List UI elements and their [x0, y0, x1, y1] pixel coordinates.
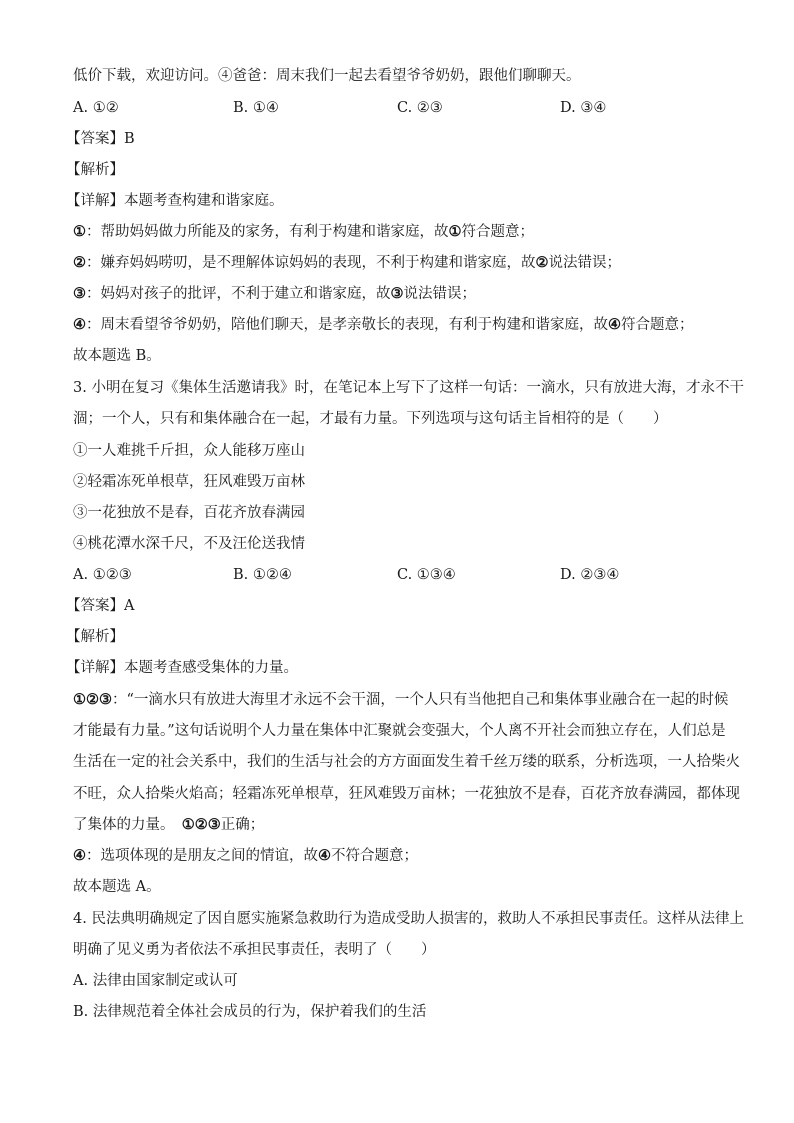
q3-item-1: ①一人难挑千斤担，众人能移万座山: [73, 443, 305, 459]
q3-point-4: [73, 846, 418, 866]
point-mark: ②: [535, 254, 549, 271]
point-text: 符合题意；: [621, 317, 694, 333]
q2-point-3: [73, 284, 476, 304]
q4-option-a: A. 法律由国家制定或认可: [73, 973, 238, 989]
point-text: ：嫌弃妈妈唠叨，是不理解体谅妈妈的表现，不利于构建和谐家庭，故: [86, 255, 536, 271]
point-text: ：帮助妈妈做力所能及的家务，有利于构建和谐家庭，故: [86, 224, 449, 240]
detail-label: 【详解】: [66, 660, 124, 676]
point-mark: ③: [73, 285, 86, 302]
point-mark: ④: [73, 847, 86, 864]
q2-analysis-label: 【解析】: [66, 162, 124, 178]
q3-item-4: ④桃花潭水深千尺，不及汪伦送我情: [73, 536, 305, 552]
point-mark: ③: [390, 285, 404, 302]
q3-detail: [66, 658, 298, 678]
point-mark: ①②③: [73, 691, 112, 708]
point-text: ：妈妈对孩子的批评，不利于建立和谐家庭，故: [86, 286, 391, 302]
point-text: 正确；: [220, 817, 265, 833]
q2-options: [73, 98, 733, 118]
point-mark: ①: [448, 223, 462, 240]
answer-value: B: [124, 131, 135, 147]
q2-option-d: D. ③④: [560, 100, 607, 116]
q3-option-c: C. ①③④: [397, 567, 456, 583]
detail-label: 【详解】: [66, 193, 124, 209]
q3-options: [73, 565, 733, 585]
point-mark: ②: [73, 254, 86, 271]
q2-detail: [66, 191, 284, 211]
point-text: 说法错误；: [548, 255, 621, 271]
q2-option-a: A. ①②: [73, 100, 119, 116]
point-text: ：周末看望爷爷奶奶，陪他们聊天，是孝亲敬长的表现，有利于构建和谐家庭，故: [86, 317, 608, 333]
point-mark: ④: [73, 316, 86, 333]
q4-stem-line-2: 明确了见义勇为者依法不承担民事责任，表明了（ ）: [73, 942, 436, 958]
point-mark: ①: [73, 223, 86, 240]
q3-answer: [66, 596, 134, 616]
q3-option-b: B. ①②④: [233, 567, 292, 583]
q2-point-2: [73, 253, 621, 273]
q4-stem-line-1: 4. 民法典明确规定了因自愿实施紧急救助行为造成受助人损害的，救助人不承担民事责任。这样从法律上: [73, 911, 744, 927]
q3-analysis-label: 【解析】: [66, 629, 124, 645]
q3-item-2: ②轻霜冻死单根草，狂风难毁万亩林: [73, 474, 305, 490]
point-text: ：“一滴水只有放进大海里才永远不会干涸，一个人只有当他把自己和集体事业融合在一起的时候: [112, 692, 729, 708]
q3-option-a: A. ①②③: [73, 567, 132, 583]
detail-text: 本题考查构建和谐家庭。: [124, 193, 284, 209]
detail-text: 本题考查感受集体的力量。: [124, 660, 298, 676]
q3-stem-line-1: 3. 小明在复习《集体生活邀请我》时，在笔记本上写下了这样一句话：一滴水，只有放进大海，才永不干: [73, 380, 744, 396]
q2-conclusion: 故本题选 B。: [73, 348, 161, 364]
q2-point-4: [73, 315, 694, 335]
point-text: 了集体的力量。: [73, 817, 168, 833]
answer-label: 【答案】: [66, 598, 124, 614]
point-text: 符合题意；: [461, 224, 534, 240]
q3-explanation-line-4: 不旺，众人拾柴火焰高；轻霜冻死单根草，狂风难毁万亩林；一花独放不是春，百花齐放春满园，都体现: [73, 786, 740, 802]
q3-explanation-line-2: 才能最有力量。”这句话说明个人力量在集体中汇聚就会变强大，个人离不开社会而独立存在，人们总是: [73, 723, 726, 739]
q2-option-c: C. ②③: [397, 100, 443, 116]
point-text: 不符合题意；: [331, 848, 418, 864]
q2-stem-tail: 低价下载，欢迎访问。④爸爸：周末我们一起去看望爷爷奶奶，跟他们聊聊天。: [73, 68, 581, 84]
q2-answer: [66, 129, 135, 149]
q3-stem-line-2: 涸；一个人，只有和集体融合在一起，才最有力量。下列选项与这句话主旨相符的是（ ）: [73, 411, 668, 427]
point-mark: ④: [318, 847, 331, 864]
q2-point-1: [73, 222, 534, 242]
q3-option-d: D. ②③④: [560, 567, 620, 583]
q3-explanation-line-5: [73, 815, 264, 835]
q2-option-b: B. ①④: [233, 100, 279, 116]
q3-conclusion: 故本题选 A。: [73, 879, 161, 895]
q3-explanation-line-3: 生活在一定的社会关系中，我们的生活与社会的方方面面发生着千丝万缕的联系，分析选项，一人拾柴火: [73, 754, 740, 770]
q3-explanation-line-1: [73, 690, 728, 710]
point-mark: ①②③: [181, 816, 221, 833]
q4-option-b: B. 法律规范着全体社会成员的行为，保护着我们的生活: [73, 1004, 427, 1020]
answer-value: A: [124, 598, 135, 614]
q3-item-3: ③一花独放不是春，百花齐放春满园: [73, 505, 305, 521]
point-text: 说法错误；: [403, 286, 476, 302]
answer-label: 【答案】: [66, 131, 124, 147]
point-mark: ④: [608, 316, 621, 333]
point-text: ：选项体现的是朋友之间的情谊，故: [86, 848, 318, 864]
